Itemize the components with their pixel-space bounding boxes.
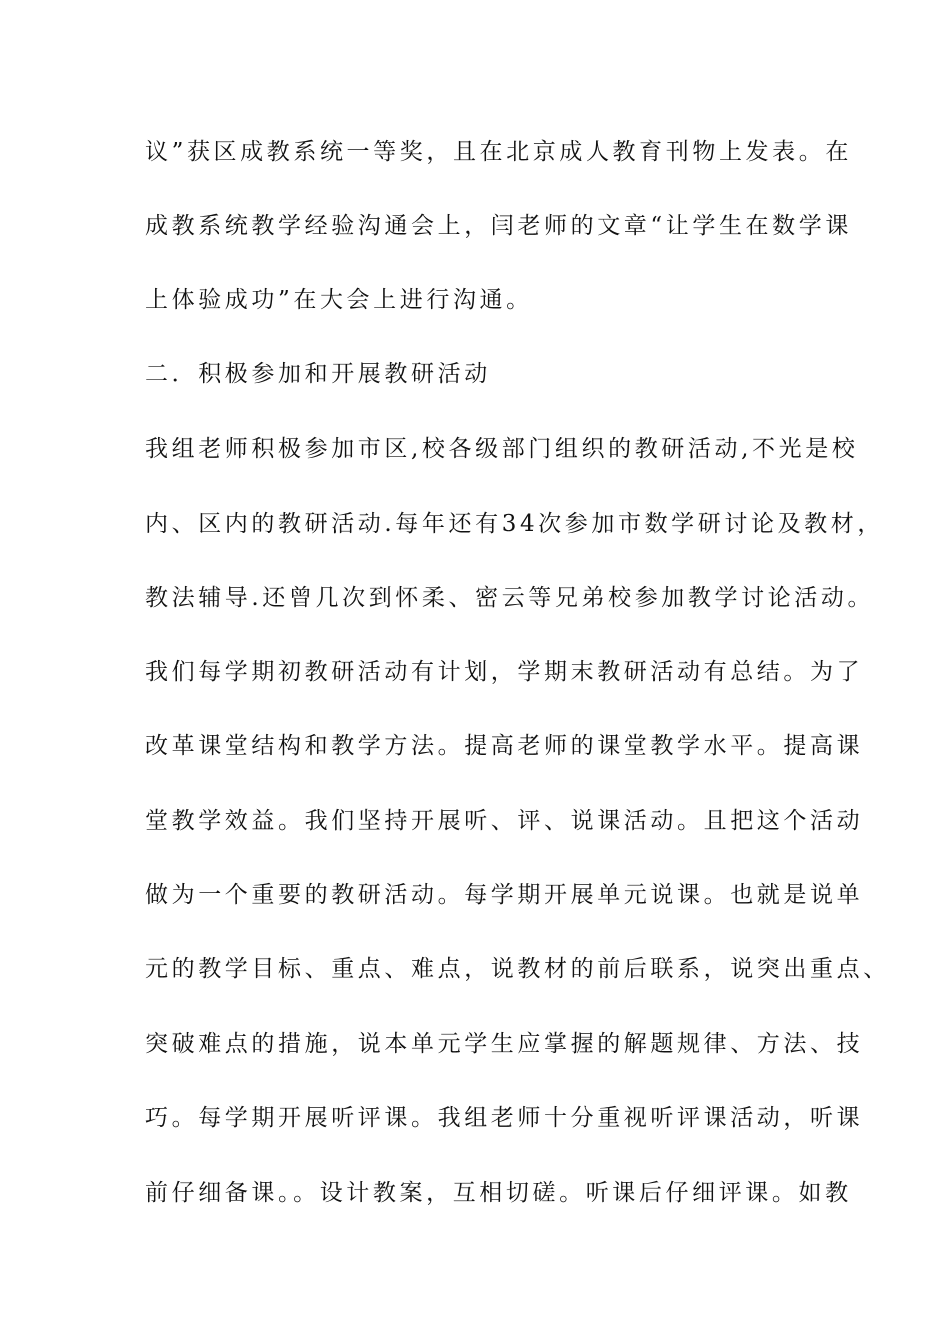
paragraph-line: 内、区内的教研活动.每年还有34次参加市数学研讨论及教材， — [145, 511, 884, 537]
paragraph-line: 我组老师积极参加市区,校各级部门组织的教研活动,不光是校 — [145, 436, 859, 462]
paragraph-line: 做为一个重要的教研活动。每学期开展单元说课。也就是说单 — [145, 882, 864, 908]
paragraph-line: 巧。每学期开展听评课。我组老师十分重视听评课活动，听课 — [145, 1105, 864, 1131]
paragraph-line: 前仔细备课。。设计教案，互相切磋。听课后仔细评课。如教 — [145, 1180, 852, 1206]
paragraph-line: 堂教学效益。我们坚持开展听、评、说课活动。且把这个活动 — [145, 808, 864, 834]
paragraph-line: 成教系统教学经验沟通会上，闫老师的文章“让学生在数学课 — [145, 213, 852, 239]
paragraph-line: 突破难点的措施，说本单元学生应掌握的解题规律、方法、技 — [145, 1031, 864, 1057]
paragraph-line: 我们每学期初教研活动有计划，学期末教研活动有总结。为了 — [145, 659, 864, 685]
paragraph-line: 上体验成功”在大会上进行沟通。 — [145, 287, 533, 313]
paragraph-line: 议”获区成教系统一等奖，且在北京成人教育刊物上发表。在 — [145, 139, 852, 165]
paragraph-line: 教法辅导.还曾几次到怀柔、密云等兄弟校参加教学讨论活动。 — [145, 585, 875, 611]
section-heading: 二．积极参加和开展教研活动 — [145, 361, 491, 387]
paragraph-line: 元的教学目标、重点、难点，说教材的前后联系，说突出重点、 — [145, 956, 890, 982]
paragraph-line: 改革课堂结构和教学方法。提高老师的课堂教学水平。提高课 — [145, 733, 864, 759]
